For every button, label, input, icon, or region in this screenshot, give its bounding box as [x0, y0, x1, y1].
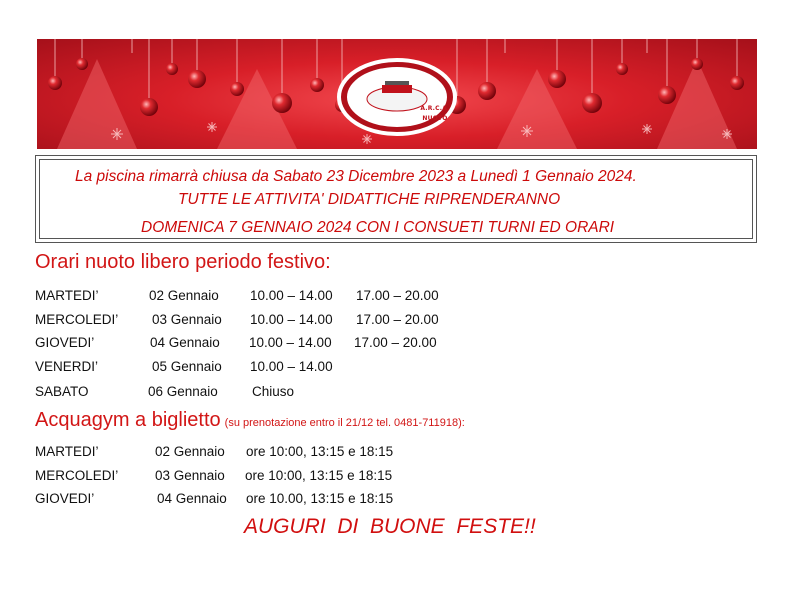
schedule-slot: 17.00 – 20.00 — [354, 335, 437, 350]
schedule-row — [35, 468, 535, 484]
schedule-slot: 10.00 – 14.00 — [250, 359, 333, 374]
schedule-date: 06 Gennaio — [148, 384, 218, 399]
schedule-row — [35, 335, 535, 351]
schedule-day: MARTEDI’ — [35, 444, 99, 459]
closure-notice-box — [35, 155, 757, 243]
schedule-slot: 10.00 – 14.00 — [249, 335, 332, 350]
closure-dates-text: La piscina rimarrà chiusa da Sabato 23 Dicembre 2023 a Lunedì 1 Gennaio 2024. — [75, 168, 637, 185]
acquagym-title: Acquagym a biglietto — [35, 409, 221, 431]
activities-resume-text: TUTTE LE ATTIVITA' DIDATTICHE RIPRENDERANNO — [178, 191, 561, 208]
schedule-date: 04 Gennaio — [150, 335, 220, 350]
schedule-row — [35, 288, 535, 304]
schedule-slot: 10.00 – 14.00 — [250, 312, 333, 327]
schedule-slot: 17.00 – 20.00 — [356, 312, 439, 327]
schedule-day: MERCOLEDI’ — [35, 468, 119, 483]
schedule-day: GIOVEDI’ — [35, 491, 95, 506]
nuoto-libero-title: Orari nuoto libero periodo festivo: — [35, 251, 331, 273]
schedule-date: 03 Gennaio — [155, 468, 225, 483]
schedule-times: ore 10:00, 13:15 e 18:15 — [246, 444, 394, 459]
schedule-times: ore 10:00, 13:15 e 18:15 — [245, 468, 393, 483]
schedule-slot: 17.00 – 20.00 — [356, 288, 439, 303]
schedule-row — [35, 359, 535, 375]
schedule-day: MARTEDI’ — [35, 288, 99, 303]
schedule-day: MERCOLEDI’ — [35, 312, 119, 327]
schedule-slot: 10.00 – 14.00 — [250, 288, 333, 303]
schedule-date: 03 Gennaio — [152, 312, 222, 327]
resume-date-text: DOMENICA 7 GENNAIO 2024 CON I CONSUETI TURNI ED ORARI — [141, 219, 615, 236]
schedule-row — [35, 444, 535, 460]
schedule-row — [35, 384, 535, 400]
banner-decoration — [37, 39, 757, 149]
schedule-times: ore 10.00, 13:15 e 18:15 — [246, 491, 394, 506]
schedule-date: 02 Gennaio — [155, 444, 225, 459]
schedule-day: VENERDI’ — [35, 359, 99, 374]
acquagym-title-line — [35, 409, 465, 432]
acquagym-booking-note: (su prenotazione entro il 21/12 tel. 0481-711918): — [224, 417, 465, 429]
season-greeting: AUGURI DI BUONE FESTE!! — [244, 515, 536, 538]
schedule-date: 02 Gennaio — [149, 288, 219, 303]
schedule-row — [35, 312, 535, 328]
logo-text: A.R.C.A. NUOTO — [420, 105, 450, 122]
schedule-day: GIOVEDI’ — [35, 335, 95, 350]
schedule-row — [35, 491, 535, 507]
schedule-date: 05 Gennaio — [152, 359, 222, 374]
schedule-date: 04 Gennaio — [157, 491, 227, 506]
schedule-slot: Chiuso — [252, 384, 295, 399]
schedule-day: SABATO — [35, 384, 89, 399]
christmas-banner — [37, 39, 757, 149]
